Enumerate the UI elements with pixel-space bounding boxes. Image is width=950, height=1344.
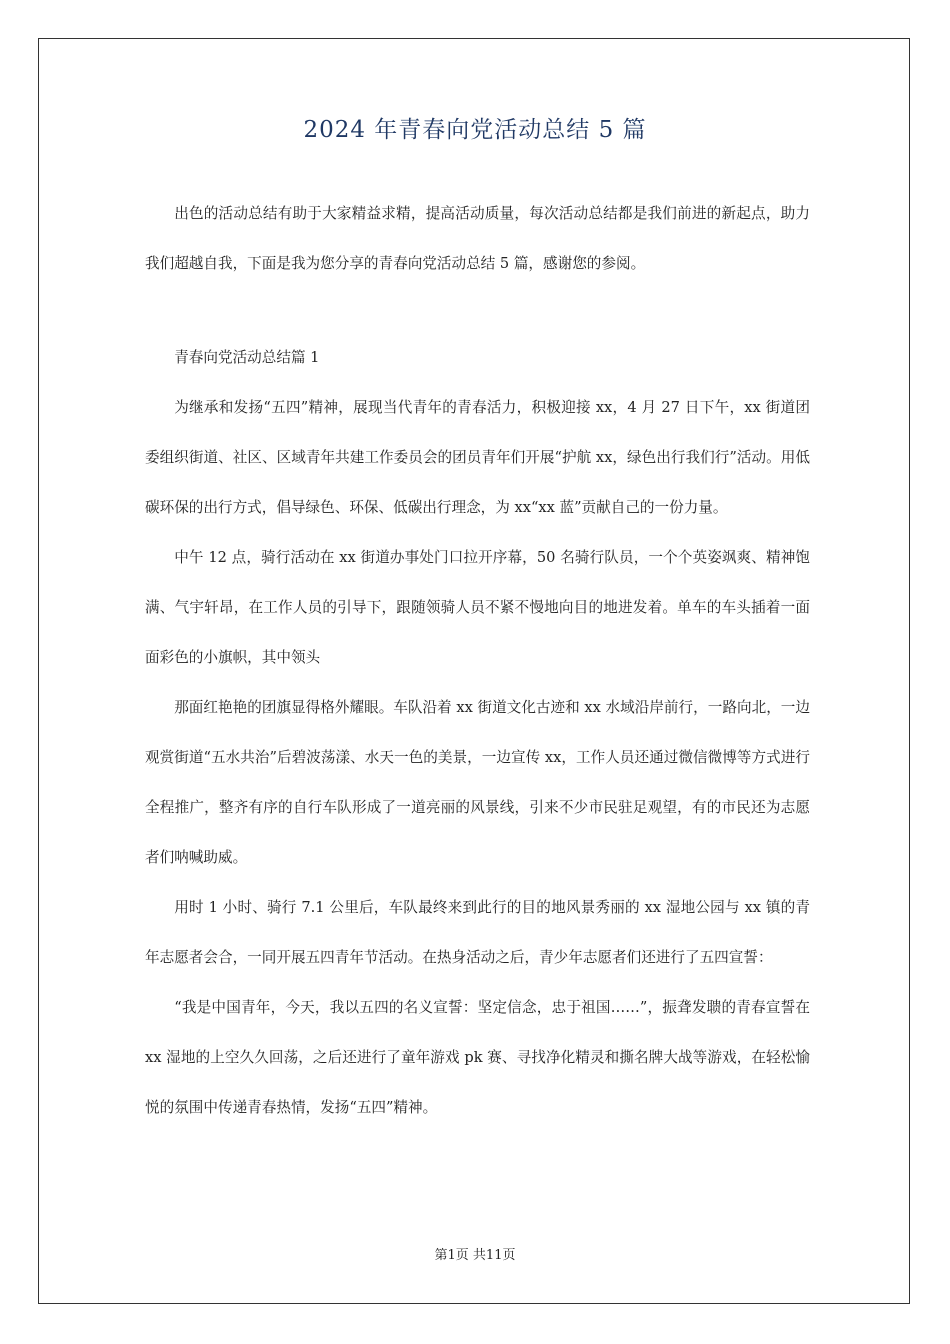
page-number-footer: 第1页 共11页 [434, 1248, 516, 1263]
document-title: 2024 年青春向党活动总结 5 篇 [303, 117, 647, 143]
body-paragraph: 中午 12 点，骑行活动在 xx 街道办事处门口拉开序幕，50 名骑行队员，一个个英姿飒爽、精神饱满、气宇轩昂，在工作人员的引导下，跟随领骑人员不紧不慢地向目的地进发着。单车的车头插着一面面彩色的小旗帜，其中领头 [145, 549, 810, 666]
body-paragraph: 用时 1 小时、骑行 7.1 公里后，车队最终来到此行的目的地风景秀丽的 xx 湿地公园与 xx 镇的青年志愿者会合，一同开展五四青年节活动。在热身活动之后，青少年志愿者们还进行了五四宣誓： [145, 899, 810, 966]
body-paragraph: “我是中国青年，今天，我以五四的名义宣誓：坚定信念，忠于祖国……”，振聋发聩的青春宣誓在 xx 湿地的上空久久回荡，之后还进行了童年游戏 pk 赛、寻找净化精灵和撕名牌大战等游戏，在轻松愉悦的氛围中传递青春热情，发扬“五四”精神。 [145, 999, 810, 1116]
intro-paragraph: 出色的活动总结有助于大家精益求精，提高活动质量，每次活动总结都是我们前进的新起点，助力我们超越自我，下面是我为您分享的青春向党活动总结 5 篇，感谢您的参阅。 [145, 205, 810, 272]
section-heading: 青春向党活动总结篇 1 [174, 349, 320, 366]
document-body [145, 189, 810, 1133]
body-paragraph: 那面红艳艳的团旗显得格外耀眼。车队沿着 xx 街道文化古迹和 xx 水域沿岸前行，一路向北，一边观赏街道“五水共治”后碧波荡漾、水天一色的美景，一边宣传 xx，工作人员还通过微信微博等方式进行全程推广，整齐有序的自行车队形成了一道亮丽的风景线，引来不少市民驻足观望，有的市民还为志愿者们呐喊助威。 [145, 699, 810, 866]
body-paragraph: 为继承和发扬“五四”精神，展现当代青年的青春活力，积极迎接 xx，4 月 27 日下午，xx 街道团委组织街道、社区、区域青年共建工作委员会的团员青年们开展“护航 xx，绿色出行我们行”活动。用低碳环保的出行方式，倡导绿色、环保、低碳出行理念，为 xx“xx 蓝”贡献自己的一份力量。 [145, 399, 810, 516]
